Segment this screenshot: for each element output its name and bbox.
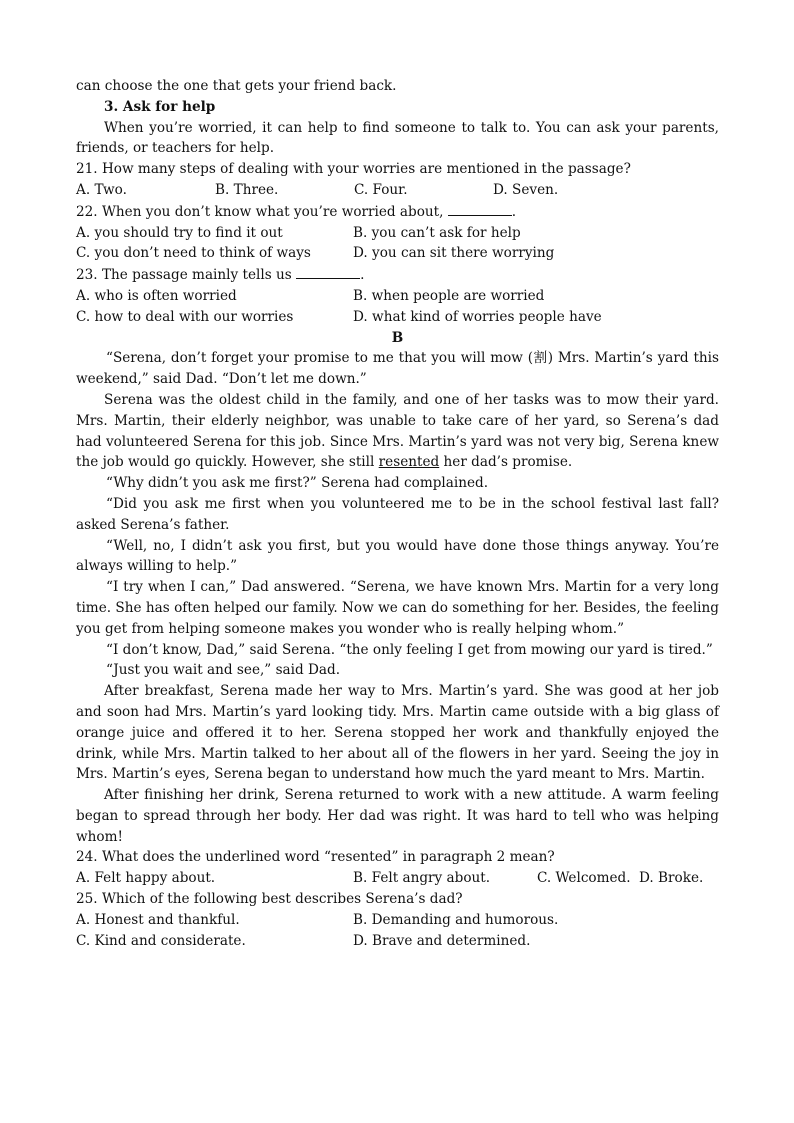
- option-c: C. how to deal with our worries: [76, 308, 294, 325]
- question-stem: 24. What does the underlined word “resented” in paragraph 2 mean?: [76, 849, 555, 866]
- story-paragraph-9: After breakfast, Serena made her way to Mrs. Martin’s yard. She was good at her job and soon had Mrs. Martin’s yard looking tidy. Mrs. Martin came outside with a big glass of orange juice and offered it to her. Serena stopped her work and thankfully enjoyed the drink, while Mrs. Martin talked to her about all of the flowers in her yard. Seeing the joy in Mrs. Martin’s eyes, Serena began to understand how much the yard meant to Mrs. Martin.: [76, 683, 719, 783]
- option-a: A. you should try to find it out: [76, 224, 283, 241]
- story-paragraph-6: “I try when I can,” Dad answered. “Serena, we have known Mrs. Martin for a very long time. She has often helped our family. Now we can do something for her. Besides, the feeling you get from helping someone makes you wonder who is really helping whom.”: [76, 579, 719, 637]
- story-paragraph-2: [76, 390, 719, 473]
- paragraph-text: her dad’s promise.: [439, 454, 573, 471]
- intro-line: can choose the one that gets your friend back.: [76, 78, 397, 94]
- answer-blank: [296, 264, 360, 279]
- stem-end: .: [511, 203, 517, 220]
- question-stem: [76, 264, 719, 286]
- question-22: [76, 201, 719, 264]
- option-row: [76, 868, 719, 889]
- option-row: [76, 180, 719, 201]
- question-stem: 21. How many steps of dealing with your worries are mentioned in the passage?: [76, 161, 631, 178]
- option-row: [76, 286, 719, 307]
- option-d: D. Seven.: [493, 181, 559, 198]
- option-a: A. Felt happy about.: [76, 870, 216, 887]
- stem-end: .: [360, 267, 365, 284]
- option-c: C. Four.: [354, 181, 408, 198]
- question-25: [76, 889, 719, 951]
- option-row: [76, 910, 719, 931]
- option-row: [76, 931, 719, 952]
- tip-3-heading: 3. Ask for help: [104, 98, 216, 115]
- underlined-word: resented: [378, 454, 440, 471]
- option-row: [76, 223, 719, 244]
- option-b: B. when people are worried: [353, 287, 545, 304]
- question-24: [76, 847, 719, 889]
- option-c: C. Welcomed.: [537, 870, 631, 887]
- option-c: C. Kind and considerate.: [76, 932, 246, 949]
- option-row: [76, 243, 719, 264]
- question-stem: 25. Which of the following best describes Serena’s dad?: [76, 891, 463, 908]
- option-d: D. you can sit there worrying: [353, 245, 555, 262]
- story-paragraph-5: “Well, no, I didn’t ask you first, but you would have done those things anyway. You’re always willing to help.”: [76, 537, 719, 575]
- question-stem: [76, 201, 719, 223]
- story-paragraph-8: “Just you wait and see,” said Dad.: [106, 662, 341, 679]
- option-a: A. who is often worried: [76, 287, 237, 304]
- option-a: A. Two.: [76, 181, 127, 198]
- option-c: C. you don’t need to think of ways: [76, 245, 311, 262]
- option-a: A. Honest and thankful.: [76, 911, 240, 928]
- option-b: B. Demanding and humorous.: [353, 911, 559, 928]
- question-23: [76, 264, 719, 327]
- question-21: [76, 159, 719, 201]
- option-d: D. Broke.: [639, 870, 704, 887]
- paragraph-text: Serena was the oldest child in the family, and one of her tasks was to mow their yard. Mrs. Martin, their elderly neighbor, was unable to take care of her yard, so Serena’s dad had volunteered Serena for this job. Since Mrs. Martin’s yard was not very big, Serena knew the job would go quickly. However, she still: [76, 391, 719, 471]
- story-paragraph-3: “Why didn’t you ask me first?” Serena had complained.: [106, 475, 489, 492]
- option-b: B. Three.: [215, 181, 279, 198]
- story-paragraph-10: After finishing her drink, Serena returned to work with a new attitude. A warm feeling began to spread through her body. Her dad was right. It was hard to tell who was helping whom!: [76, 787, 719, 845]
- exam-page: [76, 76, 719, 951]
- option-b: B. you can’t ask for help: [353, 224, 521, 241]
- answer-blank: [448, 201, 512, 216]
- story-paragraph-1: “Serena, don’t forget your promise to me that you will mow (割) Mrs. Martin’s yard this weekend,” said Dad. “Don’t let me down.”: [76, 350, 719, 388]
- tip-3-body: When you’re worried, it can help to find someone to talk to. You can ask your parents, friends, or teachers for help.: [76, 119, 719, 157]
- option-b: B. Felt angry about.: [353, 870, 491, 887]
- option-d: D. Brave and determined.: [353, 932, 531, 949]
- stem-text: 23. The passage mainly tells us: [76, 267, 297, 284]
- story-paragraph-4: “Did you ask me first when you volunteered me to be in the school festival last fall? asked Serena’s father.: [76, 495, 719, 533]
- option-row: [76, 307, 719, 328]
- section-b-heading: B: [391, 329, 404, 346]
- story-paragraph-7: “I don’t know, Dad,” said Serena. “the only feeling I get from mowing our yard is tired.”: [106, 641, 713, 658]
- option-d: D. what kind of worries people have: [353, 308, 602, 325]
- stem-text: 22. When you don’t know what you’re worried about,: [76, 203, 448, 220]
